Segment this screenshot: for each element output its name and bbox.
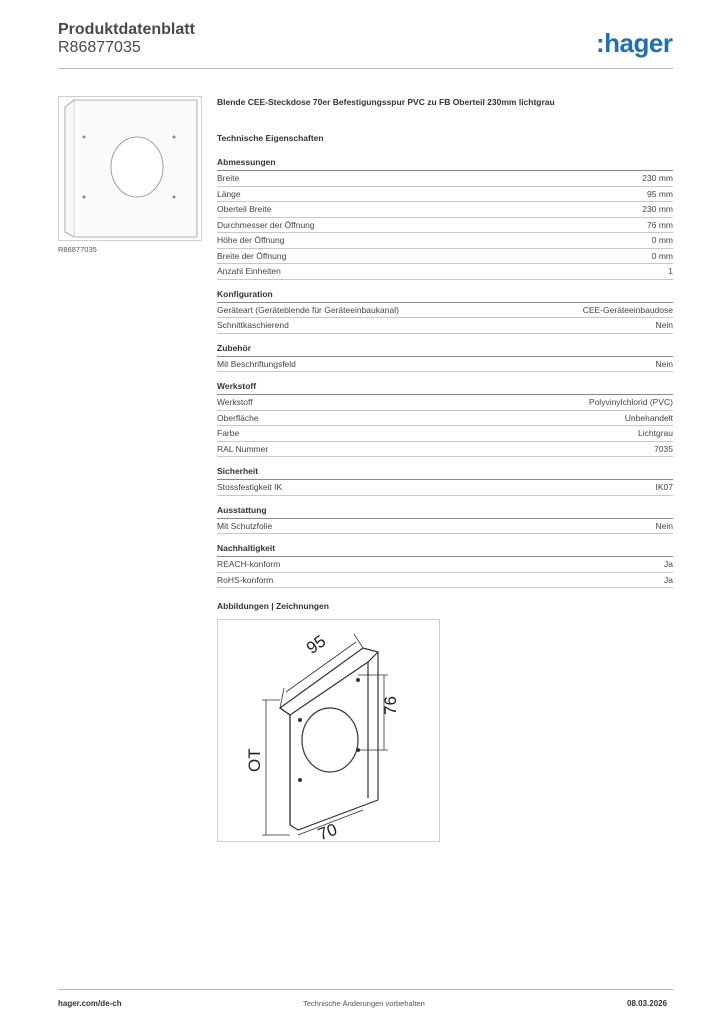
section-5 (217, 505, 673, 535)
property-row (217, 480, 673, 496)
property-value: Ja (664, 559, 673, 569)
brand-logo: :hager (596, 28, 673, 58)
dim-top-label: 95 (302, 631, 330, 658)
properties-sections (217, 157, 673, 588)
property-value: 230 mm (642, 204, 673, 214)
property-value: 230 mm (642, 173, 673, 183)
header-divider (58, 68, 673, 69)
property-label: RoHS-konform (217, 574, 274, 585)
property-value: Lichtgrau (638, 428, 673, 438)
property-value: 0 mm (651, 250, 673, 261)
property-row (217, 171, 673, 187)
section-2 (217, 343, 673, 373)
property-label: Mit Schutzfolie (217, 520, 273, 531)
section-3 (217, 381, 673, 457)
property-label: REACH-konform (217, 559, 281, 569)
footer-website: hager.com/de-ch (58, 999, 122, 1008)
section-1 (217, 289, 673, 334)
technical-drawing (217, 619, 440, 842)
property-value: Ja (664, 574, 673, 585)
property-label: Durchmesser der Öffnung (217, 219, 315, 230)
tech-properties-title: Technische Eigenschaften (217, 133, 324, 143)
figures-title: Abbildungen | Zeichnungen (217, 601, 329, 611)
property-row (217, 202, 673, 218)
dimension-drawing-icon (218, 620, 439, 841)
property-label: Mit Beschriftungsfeld (217, 358, 296, 369)
property-label: Werkstoff (217, 397, 253, 407)
footer-divider (58, 989, 673, 990)
section-title: Werkstoff (217, 381, 673, 395)
property-value: 76 mm (647, 219, 673, 230)
property-row (217, 318, 673, 334)
property-label: Farbe (217, 428, 240, 438)
dim-bottom-label: 70 (315, 819, 340, 841)
product-name: Blende CEE-Steckdose 70er Befestigungsspur PVC zu FB Oberteil 230mm lichtgrau (217, 97, 555, 107)
section-title: Sicherheit (217, 466, 673, 480)
section-title: Nachhaltigkeit (217, 543, 673, 557)
dim-right-label: 76 (381, 696, 400, 715)
dim-left-label: OT (245, 748, 264, 772)
property-label: Anzahl Einheiten (217, 266, 281, 276)
property-value: Unbehandelt (624, 412, 673, 423)
property-label: Oberfläche (217, 412, 259, 423)
section-6 (217, 543, 673, 588)
property-label: RAL Nummer (217, 443, 269, 454)
section-title: Zubehör (217, 343, 673, 357)
property-label: Breite (217, 173, 240, 183)
property-row (217, 519, 673, 535)
section-title: Abmessungen (217, 157, 673, 171)
property-row (217, 573, 673, 589)
section-title: Konfiguration (217, 289, 673, 303)
property-row (217, 264, 673, 280)
property-value: 1 (668, 266, 673, 276)
property-row (217, 187, 673, 203)
property-row (217, 426, 673, 442)
property-row (217, 218, 673, 234)
property-value: 7035 (654, 443, 673, 454)
property-label: Länge (217, 188, 241, 199)
property-label: Geräteart (Geräteblende für Geräteeinbaukanal) (217, 304, 399, 315)
content-column (217, 97, 673, 842)
property-label: Breite der Öffnung (217, 250, 287, 261)
property-row (217, 557, 673, 573)
property-label: Stossfestigkeit IK (217, 482, 283, 492)
property-row (217, 357, 673, 373)
property-value: Nein (655, 320, 673, 330)
section-0 (217, 157, 673, 280)
property-value: 95 mm (647, 188, 673, 199)
property-label: Höhe der Öffnung (217, 235, 285, 245)
page-title: Produktdatenblatt (58, 21, 195, 38)
section-title: Ausstattung (217, 505, 673, 519)
thumbnail-caption: R86877035 (58, 245, 97, 254)
product-thumbnail (58, 96, 202, 241)
property-label: Oberteil Breite (217, 204, 272, 214)
property-value: IK07 (655, 482, 673, 492)
property-value: Nein (655, 520, 673, 531)
property-row (217, 442, 673, 458)
property-row (217, 233, 673, 249)
property-value: Nein (655, 358, 673, 369)
property-row (217, 303, 673, 319)
property-row (217, 249, 673, 265)
section-4 (217, 466, 673, 496)
property-row (217, 395, 673, 411)
footer-date: 08.03.2026 (627, 999, 668, 1008)
property-value: 0 mm (651, 235, 673, 245)
product-number: R86877035 (58, 39, 141, 56)
footer-disclaimer: Technische Änderungen vorbehalten (303, 999, 425, 1008)
property-row (217, 411, 673, 427)
property-label: Schnittkaschierend (217, 320, 289, 330)
property-value: Polyvinylchlorid (PVC) (588, 397, 673, 407)
property-value: CEE-Geräteeinbaudose (582, 304, 673, 315)
panel-illustration-icon (59, 97, 201, 240)
